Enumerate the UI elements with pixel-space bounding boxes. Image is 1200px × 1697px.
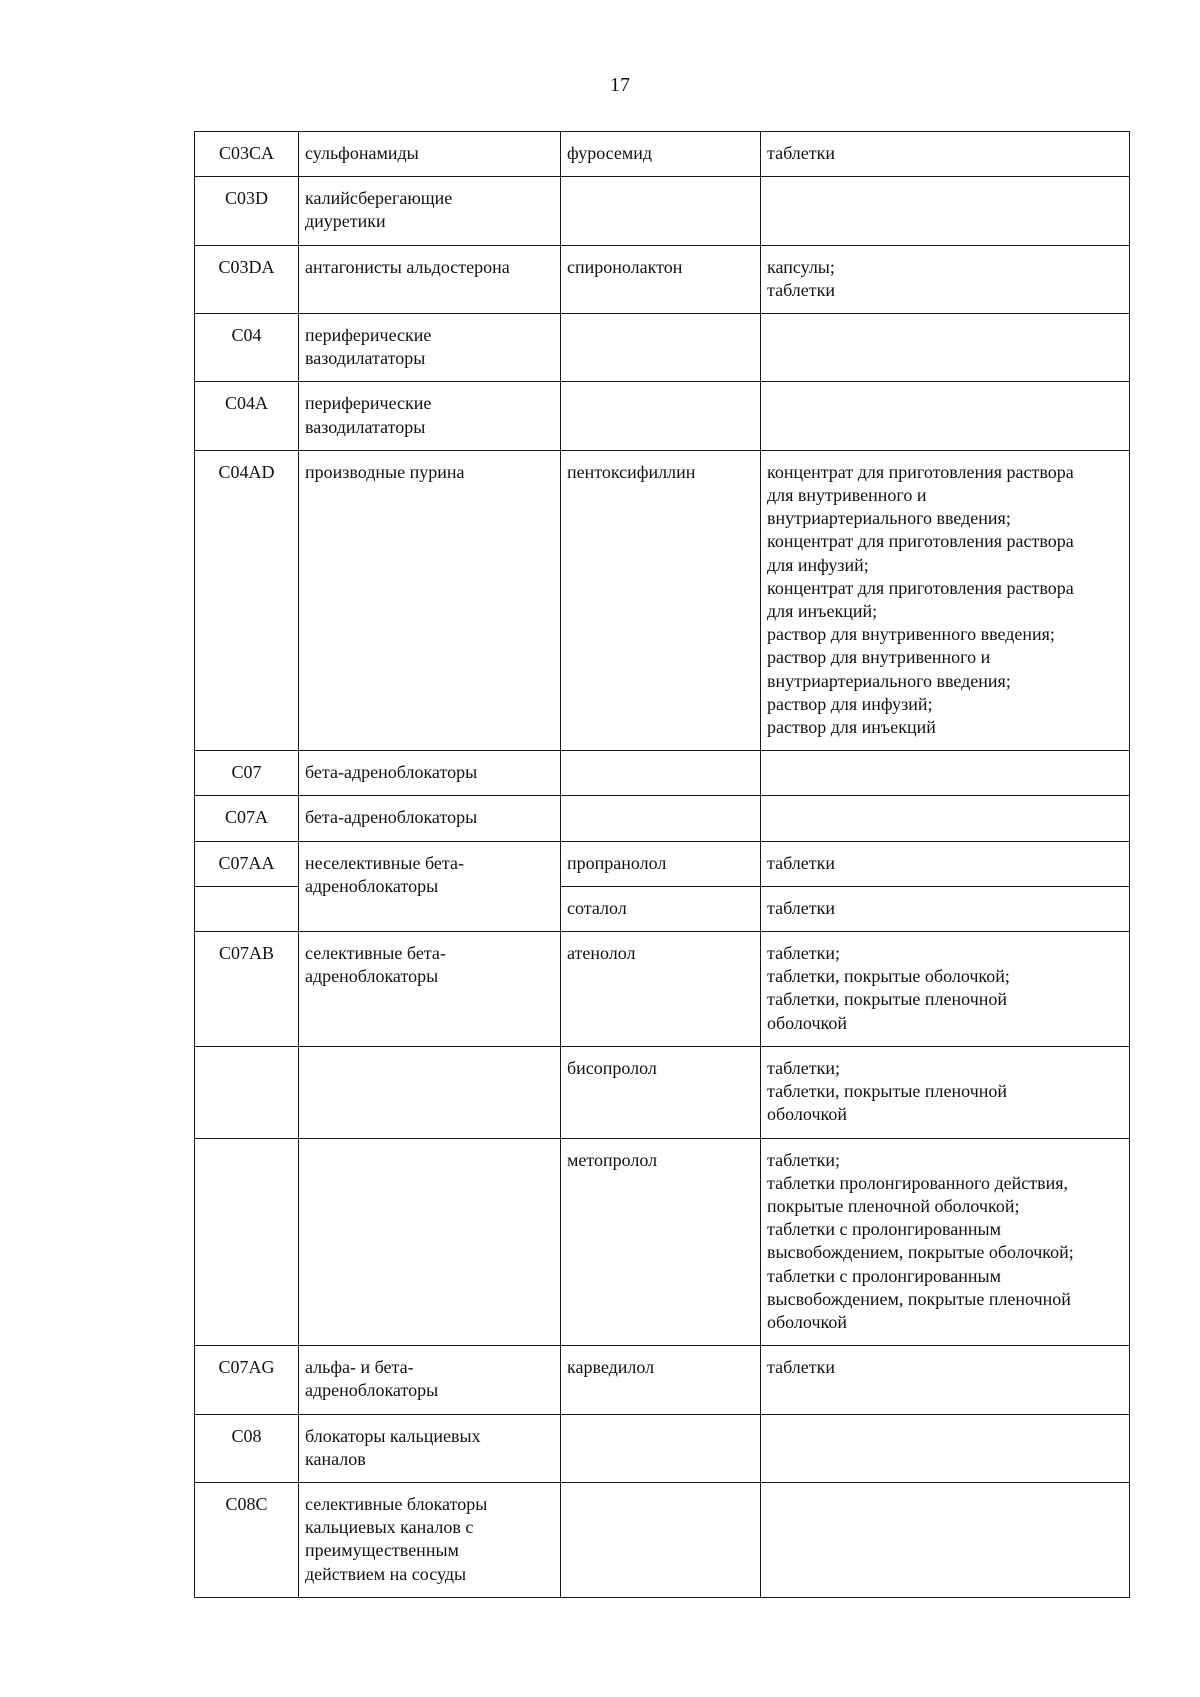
group-line: антагонисты альдостерона xyxy=(305,256,510,277)
atc-code-cell: C08 xyxy=(195,1414,299,1482)
dosage-form-line: таблетки, покрытые пленочной xyxy=(767,1081,1008,1102)
group-cell xyxy=(299,132,561,177)
dosage-form-line: таблетки xyxy=(767,143,836,163)
dosage-form-line: для внутривенного и xyxy=(767,485,927,506)
dosage-form-cell xyxy=(761,450,1130,750)
table-row xyxy=(195,177,1130,245)
drug-name-cell xyxy=(561,1414,761,1482)
atc-code-cell: C03DA xyxy=(195,245,299,313)
group-line: вазодилататоры xyxy=(305,416,426,437)
atc-code-cell: C03CA xyxy=(195,132,299,177)
group-line: блокаторы кальциевых xyxy=(305,1425,481,1446)
drug-name-cell xyxy=(561,751,761,796)
dosage-form-line: раствор для инъекций xyxy=(767,717,936,738)
dosage-form-cell xyxy=(761,932,1130,1047)
atc-code-cell: C03D xyxy=(195,177,299,245)
group-line: адреноблокаторы xyxy=(305,875,439,896)
group-cell xyxy=(299,751,561,796)
group-cell xyxy=(299,796,561,841)
atc-code-cell xyxy=(195,1138,299,1346)
dosage-form-cell xyxy=(761,1346,1130,1414)
table-row xyxy=(195,1046,1130,1138)
dosage-form-line: таблетки, покрытые оболочкой; xyxy=(767,966,1010,987)
group-cell xyxy=(299,1346,561,1414)
group-line: адреноблокаторы xyxy=(305,1380,439,1401)
dosage-form-line: таблетки с пролонгированным xyxy=(767,1265,1002,1286)
group-line: периферические xyxy=(305,325,432,346)
group-cell xyxy=(299,314,561,382)
drug-name-cell: атенолол xyxy=(561,932,761,1047)
table-row xyxy=(195,450,1130,750)
dosage-form-line: раствор для внутривенного и xyxy=(767,647,991,668)
drug-name-cell xyxy=(561,382,761,450)
dosage-form-line: капсулы; xyxy=(767,256,835,277)
table-row xyxy=(195,382,1130,450)
dosage-form-line: раствор для внутривенного введения; xyxy=(767,624,1055,645)
dosage-form-cell xyxy=(761,1046,1130,1138)
dosage-form-line: таблетки; xyxy=(767,943,841,964)
table-row xyxy=(195,132,1130,177)
dosage-form-line: таблетки; xyxy=(767,1057,841,1078)
dosage-form-line: покрытые пленочной оболочкой; xyxy=(767,1195,1020,1216)
group-line: каналов xyxy=(305,1448,366,1469)
atc-code-cell: C07AA xyxy=(195,841,299,886)
dosage-form-cell xyxy=(761,751,1130,796)
dosage-form-line: высвобождением, покрытые пленочной xyxy=(767,1288,1071,1309)
dosage-form-line: таблетки с пролонгированным xyxy=(767,1219,1002,1240)
table-row xyxy=(195,932,1130,1047)
atc-code-cell: C04AD xyxy=(195,450,299,750)
group-line: производные пурина xyxy=(305,461,465,482)
drug-name-cell: соталол xyxy=(561,886,761,931)
table-row xyxy=(195,1138,1130,1346)
atc-code-cell: C07AG xyxy=(195,1346,299,1414)
dosage-form-line: для инъекций; xyxy=(767,601,878,622)
dosage-form-line: внутриартериального введения; xyxy=(767,508,1011,529)
atc-code-cell: C08C xyxy=(195,1482,299,1597)
group-line: периферические xyxy=(305,393,432,414)
page-number: 17 xyxy=(610,74,630,96)
group-line: действием на сосуды xyxy=(305,1563,467,1584)
drug-name-cell: фуросемид xyxy=(561,132,761,177)
table-row xyxy=(195,314,1130,382)
drug-name-cell: бисопролол xyxy=(561,1046,761,1138)
table-row xyxy=(195,1346,1130,1414)
group-line: селективные бета- xyxy=(305,943,446,964)
table-row xyxy=(195,245,1130,313)
dosage-form-cell xyxy=(761,132,1130,177)
table-row xyxy=(195,796,1130,841)
drug-name-cell xyxy=(561,1482,761,1597)
dosage-form-line: концентрат для приготовления раствора xyxy=(767,577,1074,598)
dosage-form-line: раствор для инфузий; xyxy=(767,693,933,714)
dosage-form-line: таблетки, покрытые пленочной xyxy=(767,989,1008,1010)
group-line: адреноблокаторы xyxy=(305,966,439,987)
atc-code-cell: C07 xyxy=(195,751,299,796)
group-cell xyxy=(299,245,561,313)
dosage-form-line: оболочкой xyxy=(767,1311,847,1332)
dosage-form-line: таблетки xyxy=(767,279,836,300)
table-row xyxy=(195,841,1130,886)
dosage-form-cell xyxy=(761,1414,1130,1482)
atc-code-cell xyxy=(195,1046,299,1138)
drug-classification-table xyxy=(194,131,1130,1598)
dosage-form-cell xyxy=(761,382,1130,450)
group-line: сульфонамиды xyxy=(305,143,419,163)
group-line: кальциевых каналов с xyxy=(305,1517,474,1538)
dosage-form-cell xyxy=(761,1138,1130,1346)
drug-name-cell: пропранолол xyxy=(561,841,761,886)
dosage-form-cell xyxy=(761,796,1130,841)
table-row xyxy=(195,1414,1130,1482)
group-cell xyxy=(299,841,561,931)
dosage-form-line: таблетки; xyxy=(767,1149,841,1170)
dosage-form-cell xyxy=(761,841,1130,886)
group-line: неселективные бета- xyxy=(305,852,464,873)
drug-name-cell xyxy=(561,314,761,382)
dosage-form-line: внутриартериального введения; xyxy=(767,670,1011,691)
dosage-form-line: таблетки xyxy=(767,897,836,918)
group-line: преимущественным xyxy=(305,1540,459,1561)
table-body xyxy=(195,132,1130,1598)
atc-code-cell: C04 xyxy=(195,314,299,382)
drug-name-cell xyxy=(561,177,761,245)
table-row xyxy=(195,751,1130,796)
drug-name-cell: метопролол xyxy=(561,1138,761,1346)
dosage-form-cell xyxy=(761,245,1130,313)
group-cell xyxy=(299,450,561,750)
dosage-form-cell xyxy=(761,886,1130,931)
drug-name-cell xyxy=(561,796,761,841)
atc-code-cell xyxy=(195,886,299,931)
atc-code-cell: C07A xyxy=(195,796,299,841)
group-line: бета-адреноблокаторы xyxy=(305,807,478,828)
dosage-form-line: высвобождением, покрытые оболочкой; xyxy=(767,1242,1074,1263)
dosage-form-line: таблетки xyxy=(767,852,836,873)
group-cell xyxy=(299,1482,561,1597)
group-cell xyxy=(299,382,561,450)
group-cell xyxy=(299,1046,561,1138)
group-line: калийсберегающие xyxy=(305,188,453,209)
dosage-form-line: концентрат для приготовления раствора xyxy=(767,461,1074,482)
group-line: селективные блокаторы xyxy=(305,1493,488,1514)
dosage-form-line: для инфузий; xyxy=(767,554,869,575)
dosage-form-cell xyxy=(761,177,1130,245)
group-cell xyxy=(299,1414,561,1482)
drug-name-cell: спиронолактон xyxy=(561,245,761,313)
dosage-form-line: оболочкой xyxy=(767,1012,847,1033)
atc-code-cell: C07AB xyxy=(195,932,299,1047)
group-line: диуретики xyxy=(305,211,386,232)
group-line: альфа- и бета- xyxy=(305,1357,414,1378)
dosage-form-line: концентрат для приготовления раствора xyxy=(767,531,1074,552)
table-row xyxy=(195,1482,1130,1597)
atc-code-cell: C04A xyxy=(195,382,299,450)
group-cell xyxy=(299,177,561,245)
dosage-form-line: таблетки пролонгированного действия, xyxy=(767,1172,1069,1193)
dosage-form-cell xyxy=(761,314,1130,382)
dosage-form-line: оболочкой xyxy=(767,1104,847,1125)
group-cell xyxy=(299,1138,561,1346)
group-cell xyxy=(299,932,561,1047)
drug-name-cell: карведилол xyxy=(561,1346,761,1414)
drug-name-cell: пентоксифиллин xyxy=(561,450,761,750)
dosage-form-cell xyxy=(761,1482,1130,1597)
dosage-form-line: таблетки xyxy=(767,1357,836,1378)
group-line: вазодилататоры xyxy=(305,348,426,369)
group-line: бета-адреноблокаторы xyxy=(305,762,478,783)
